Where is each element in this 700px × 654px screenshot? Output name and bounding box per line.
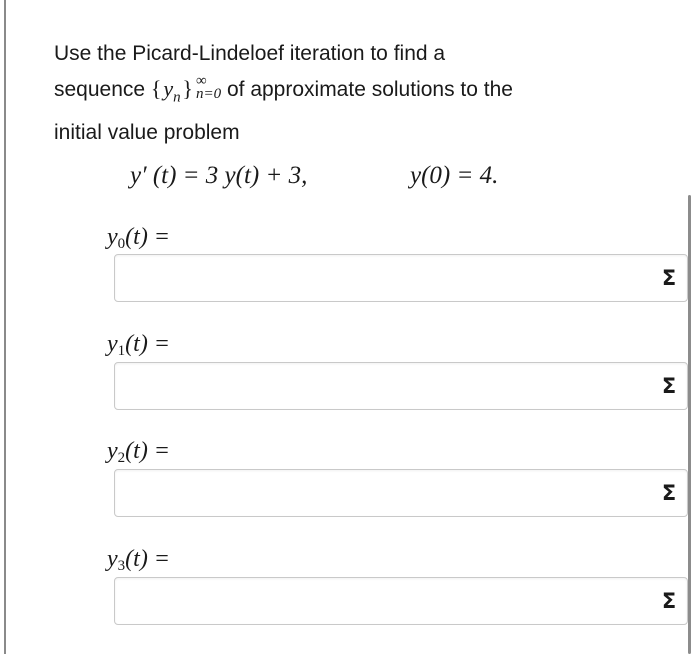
initial-condition: y(0) = 4.: [410, 162, 499, 189]
problem-line-3: initial value problem: [54, 121, 240, 145]
sigma-icon[interactable]: Σ: [661, 266, 677, 290]
sequence-symbol: y: [163, 76, 174, 101]
sigma-icon[interactable]: Σ: [661, 481, 677, 505]
problem-line-2-after: of approximate solutions to the: [226, 78, 513, 101]
answer-box-y1: [114, 362, 688, 410]
answer-label-y1: [107, 331, 170, 360]
label-base: y: [107, 224, 118, 250]
label-rest: (t) =: [125, 438, 171, 464]
problem-line-2-before: sequence: [54, 78, 146, 101]
ivp-equation: [130, 162, 499, 190]
answer-label-y2: [107, 438, 170, 467]
left-border: [4, 0, 6, 654]
answer-input-y1[interactable]: [116, 364, 646, 408]
sigma-icon[interactable]: Σ: [661, 589, 677, 613]
problem-line-2: [54, 71, 674, 115]
sequence-notation: { $y_n$ }: [150, 76, 193, 106]
label-rest: (t) =: [125, 546, 171, 572]
answer-input-y3[interactable]: [116, 579, 646, 623]
answer-input-y0[interactable]: [116, 256, 646, 300]
label-sub: 0: [117, 236, 126, 252]
answer-box-y2: [114, 469, 688, 517]
lower-limit: n=0: [196, 86, 222, 103]
label-sub: 1: [117, 343, 126, 359]
ode: y′ (t) = 3 y(t) + 3,: [130, 162, 308, 189]
label-rest: (t) =: [125, 331, 171, 357]
sequence-limits: [196, 75, 221, 101]
label-base: y: [107, 546, 118, 572]
label-sub: 2: [117, 450, 126, 466]
label-base: y: [107, 438, 118, 464]
scrollbar[interactable]: [688, 195, 691, 654]
label-base: y: [107, 331, 118, 357]
answer-box-y0: [114, 254, 688, 302]
label-sub: 3: [117, 558, 126, 574]
answer-box-y3: [114, 577, 688, 625]
label-rest: (t) =: [125, 224, 171, 250]
sequence-index: n: [173, 89, 181, 106]
answer-label-y0: [107, 224, 170, 253]
problem-statement: [54, 36, 674, 150]
answer-input-y2[interactable]: [116, 471, 646, 515]
answer-label-y3: [107, 546, 170, 575]
sigma-icon[interactable]: Σ: [661, 374, 677, 398]
problem-line-1: Use the Picard-Lindeloef iteration to find a: [54, 42, 446, 65]
upper-limit: ∞: [196, 73, 207, 90]
